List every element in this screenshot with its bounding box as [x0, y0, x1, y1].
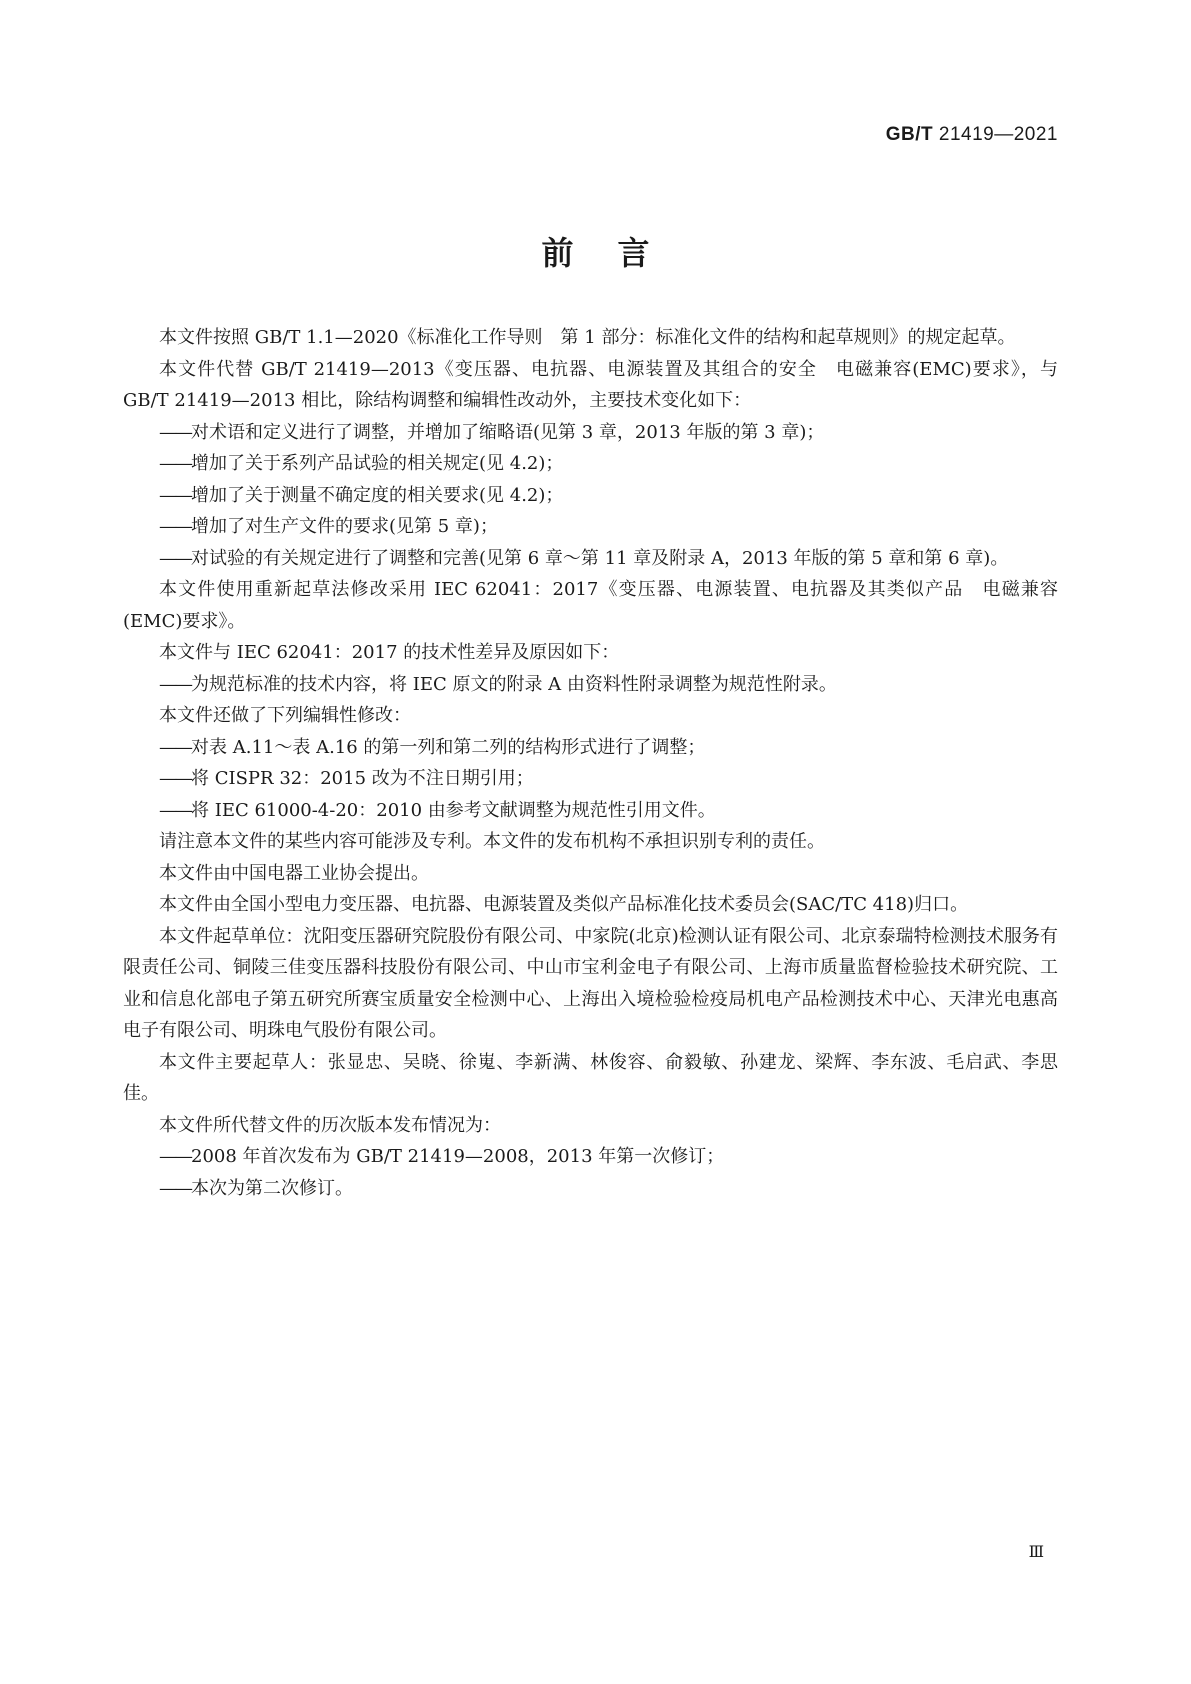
list-item-text: 将 CISPR 32：2015 改为不注日期引用；: [191, 768, 534, 789]
dash-marker: ——: [159, 1146, 191, 1167]
list-item-text: 增加了对生产文件的要求(见第 5 章)；: [191, 516, 498, 537]
list-item: [159, 448, 1058, 480]
paragraph: 请注意本文件的某些内容可能涉及专利。本文件的发布机构不承担识别专利的责任。: [159, 831, 825, 852]
list-item-text: 增加了关于系列产品试验的相关规定(见 4.2)；: [191, 453, 564, 474]
page-number: Ⅲ: [1028, 1544, 1044, 1561]
list-item: [159, 795, 1058, 827]
dash-marker: ——: [159, 736, 191, 758]
list-item-text: 对术语和定义进行了调整，并增加了缩略语(见第 3 章，2013 年版的第 3 章)；: [191, 421, 825, 443]
paragraph: 本文件使用重新起草法修改采用 IEC 62041：2017《变压器、电源装置、电抗器及其类似产品 电磁兼容(EMC)要求》。: [123, 579, 1058, 632]
dash-marker: ——: [159, 768, 191, 789]
paragraph: 本文件起草单位：沈阳变压器研究院股份有限公司、中家院(北京)检测认证有限公司、北京泰瑞特检测技术服务有限责任公司、铜陵三佳变压器科技股份有限公司、中山市宝利金电子有限公司、上海市质量监督检验技术研究院、工业和信息化部电子第五研究所赛宝质量安全检测中心、上海出入境检验检疫局机电产品检测技术中心、天津光电惠高电子有限公司、明珠电气股份有限公司。: [123, 925, 1058, 1041]
dash-marker: ——: [159, 673, 191, 695]
paragraph: 本文件主要起草人：张显忠、吴晓、徐嵬、李新满、林俊容、俞毅敏、孙建龙、梁辉、李东波、毛启武、李思佳。: [123, 1051, 1058, 1104]
list-item: [159, 669, 1058, 701]
list-item-text: 对表 A.11～表 A.16 的第一列和第二列的结构形式进行了调整；: [191, 736, 706, 758]
paragraph: 本文件按照 GB/T 1.1—2020《标准化工作导则 第 1 部分：标准化文件的结构和起草规则》的规定起草。: [159, 327, 1016, 348]
list-item: [159, 1173, 1058, 1205]
paragraph: 本文件所代替文件的历次版本发布情况为：: [159, 1114, 501, 1136]
paragraph: 本文件代替 GB/T 21419—2013《变压器、电抗器、电源装置及其组合的安全 电磁兼容(EMC)要求》，与 GB/T 21419—2013 相比，除结构调整和编辑性改动外，主要技术变化如下：: [123, 358, 1058, 411]
paragraph: 本文件由全国小型电力变压器、电抗器、电源装置及类似产品标准化技术委员会(SAC/TC 418)归口。: [159, 894, 969, 915]
list-item-text: 本次为第二次修订。: [191, 1177, 353, 1199]
list-item: [159, 543, 1058, 575]
dash-marker: ——: [159, 547, 191, 569]
dash-marker: ——: [159, 453, 191, 474]
foreword-body: [123, 322, 1058, 1204]
dash-marker: ——: [159, 799, 191, 821]
dash-marker: ——: [159, 484, 191, 506]
list-item: [159, 763, 1058, 795]
document-code: [886, 124, 1058, 146]
list-item: [159, 417, 1058, 449]
list-item: [159, 1141, 1058, 1173]
paragraph: 本文件由中国电器工业协会提出。: [159, 862, 429, 884]
list-item-text: 将 IEC 61000-4-20：2010 由参考文献调整为规范性引用文件。: [191, 799, 716, 821]
page-title: 前言: [541, 234, 694, 272]
list-item-text: 为规范标准的技术内容，将 IEC 原文的附录 A 由资料性附录调整为规范性附录。: [191, 673, 837, 695]
list-item: [159, 511, 1058, 543]
document-code-prefix: GB/T: [885, 124, 934, 145]
list-item-text: 增加了关于测量不确定度的相关要求(见 4.2)；: [191, 484, 564, 506]
list-item: [159, 732, 1058, 764]
paragraph: 本文件与 IEC 62041：2017 的技术性差异及原因如下：: [159, 642, 620, 663]
document-code-number: 21419—2021: [938, 124, 1058, 145]
dash-marker: ——: [159, 516, 191, 537]
paragraph: 本文件还做了下列编辑性修改：: [159, 705, 411, 726]
list-item-text: 2008 年首次发布为 GB/T 21419—2008，2013 年第一次修订；: [191, 1146, 725, 1167]
dash-marker: ——: [159, 421, 191, 443]
list-item: [159, 480, 1058, 512]
dash-marker: ——: [159, 1177, 191, 1199]
list-item-text: 对试验的有关规定进行了调整和完善(见第 6 章～第 11 章及附录 A，2013 年版的第 5 章和第 6 章)。: [191, 547, 1009, 569]
